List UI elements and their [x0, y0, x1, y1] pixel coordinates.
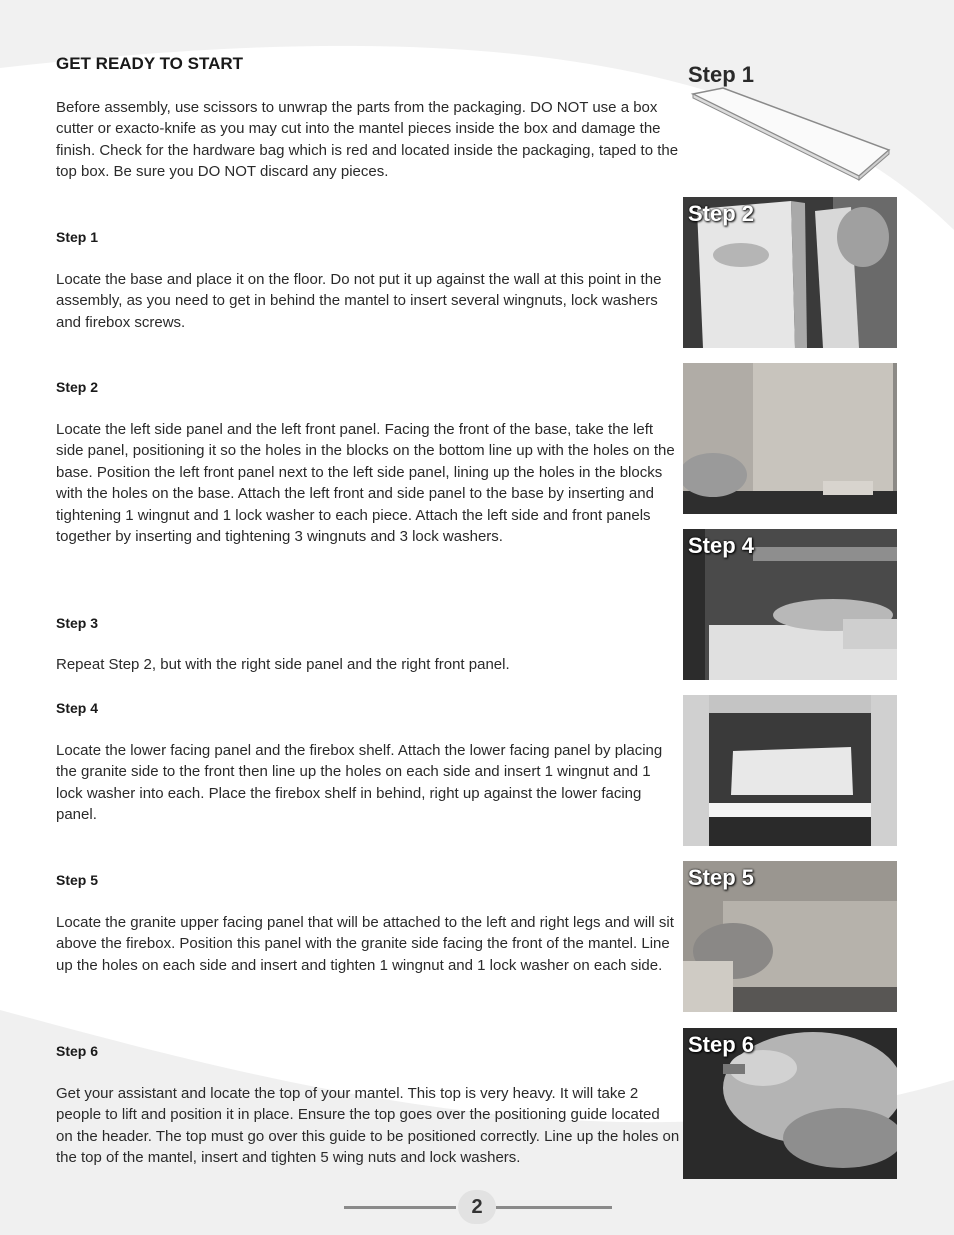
photo-label-step-4: Step 4 — [688, 533, 755, 558]
step-1-heading: Step 1 — [56, 229, 99, 245]
step-3-text: Repeat Step 2, but with the right side panel and the right front panel. — [56, 656, 510, 673]
step-5-heading: Step 5 — [56, 872, 99, 888]
step-6-photo — [683, 1028, 897, 1179]
page-footer — [344, 1190, 612, 1224]
step-4-photo — [683, 529, 897, 680]
step-2-heading: Step 2 — [56, 379, 99, 395]
step-1-text: Locate the base and place it on the floor. Do not put it up against the wall at this point in the assembly, as you need to get in behind the mantel to insert several wingnuts, lock washers and firebox screws. — [56, 271, 662, 331]
page-number: 2 — [458, 1190, 496, 1224]
photo-label-step-6: Step 6 — [688, 1032, 755, 1057]
step-2-text: Locate the left side panel and the left front panel. Facing the front of the base, take the left side panel, positioning it so the holes in the blocks on the bottom line up with the holes on the base. Position the left front panel next to the left side panel, lining up the holes in the blocks with the holes on the base. Attach the left front and side panel to the base by inserting and tightening 1 wingnut and 1 lock washer to each piece. Attach the left side and front panels together by inserting and tightening 3 wingnuts and 3 lock washers. — [56, 421, 675, 546]
step-3-heading: Step 3 — [56, 615, 99, 631]
step-5-text: Locate the granite upper facing panel that will be attached to the left and right legs and will sit above the firebox. Position this panel with the granite side facing the front of the mantel. Line up the holes on each side and insert and tighten 1 wingnut and 1 lock washer on each side. — [56, 914, 674, 974]
step-6-text: Get your assistant and locate the top of your mantel. This top is very heavy. It will take 2 people to lift and position it in place. Ensure the top goes over the positioning guide located on the header. The top must go over this guide to be positioned correctly. Line up the holes on the top of the mantel, insert and tighten 5 wing nuts and lock washers. — [56, 1085, 680, 1167]
photo-label-step-1: Step 1 — [688, 62, 755, 87]
photo-label-step-2: Step 2 — [688, 201, 755, 226]
intro-paragraph: Before assembly, use scissors to unwrap the parts from the packaging. DO NOT use a box cutter or exacto-knife as you may cut into the mantel pieces inside the box and damage the finish. Check for the hardware bag which is red and located inside the packaging, taped to the top box. Be sure you DO NOT discard any pieces. — [56, 99, 679, 181]
panel-attachment-image — [683, 363, 897, 514]
photo-label-step-5: Step 5 — [688, 865, 755, 890]
footer-divider-left — [344, 1206, 456, 1209]
step-3-photo — [683, 363, 897, 514]
step-4b-photo — [683, 695, 897, 846]
step-4-heading: Step 4 — [56, 700, 99, 716]
step-1-photo — [683, 58, 897, 182]
step-2-photo — [683, 197, 897, 348]
step-4-text: Locate the lower facing panel and the firebox shelf. Attach the lower facing panel by placing the granite side to the front then line up the holes on each side and insert 1 wingnut and 1 lock washer into each. Place the firebox shelf in behind, right up against the lower facing panel. — [56, 742, 663, 824]
step-6-heading: Step 6 — [56, 1043, 99, 1059]
page-title: GET READY TO START — [56, 54, 244, 73]
firebox-shelf-image — [683, 695, 897, 846]
footer-divider-right — [496, 1206, 612, 1209]
step-5-photo — [683, 861, 897, 1012]
